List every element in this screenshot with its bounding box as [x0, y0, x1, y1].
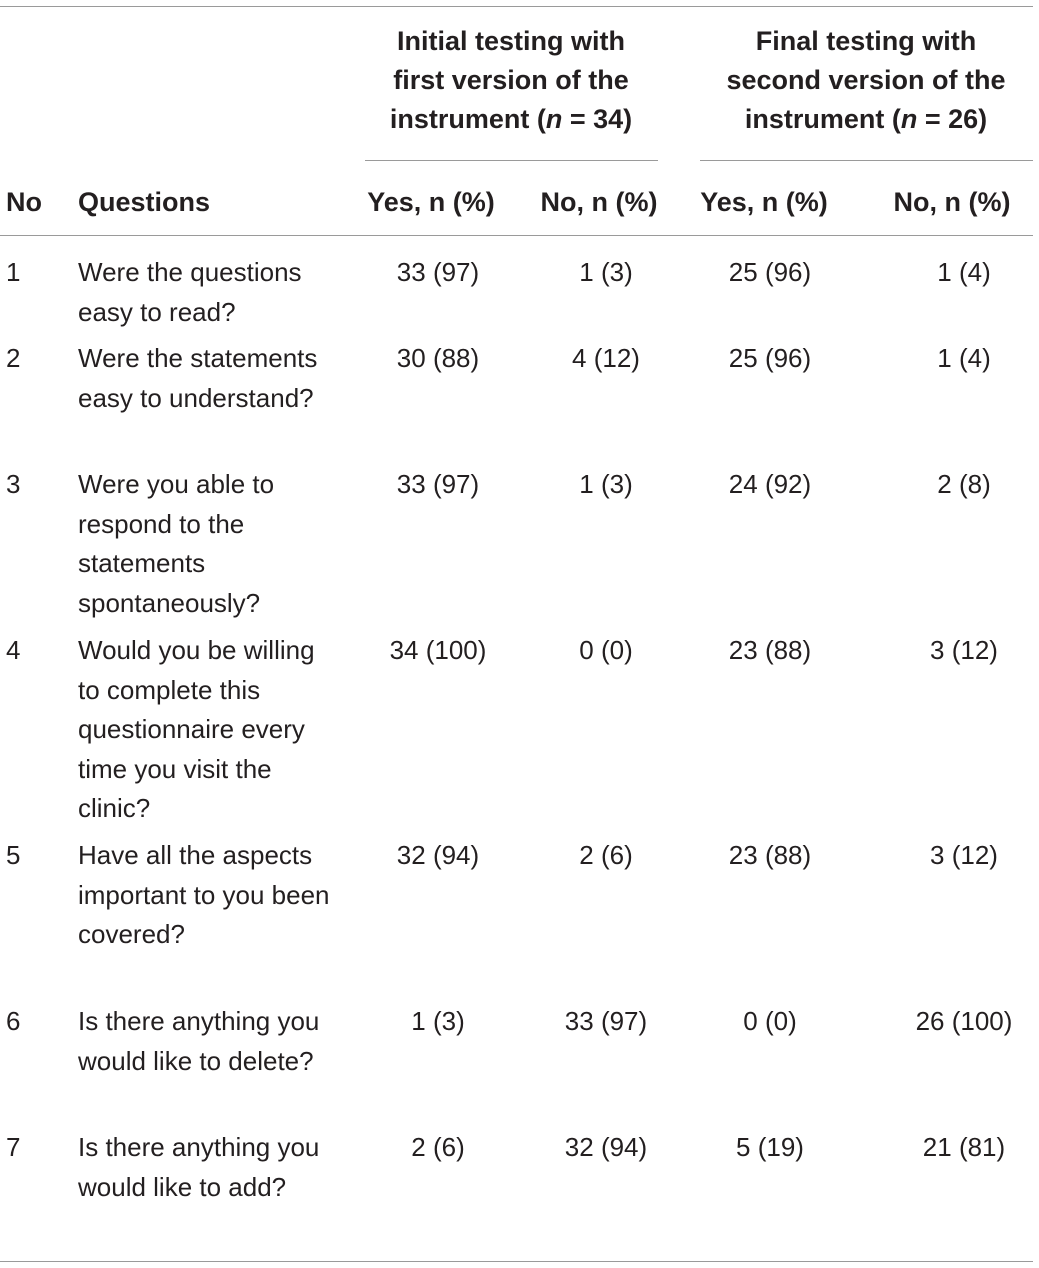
- group-header-line: [696, 100, 1036, 139]
- group-header-line: [360, 100, 662, 139]
- n-symbol: n: [545, 104, 563, 134]
- final-no-value: 2 (8): [937, 469, 991, 499]
- group-header-text: = 34): [562, 104, 633, 134]
- final-no-value: 1 (4): [937, 343, 991, 373]
- question-text: Is there anything you would like to delete?: [78, 1006, 320, 1076]
- initial-no-value: 33 (97): [564, 1006, 648, 1036]
- question-text: Have all the aspects important to you been covered?: [78, 840, 330, 949]
- group-rule-initial: [365, 160, 658, 161]
- group-header-text: instrument (: [744, 104, 901, 134]
- question-text: Were the questions easy to read?: [78, 257, 302, 327]
- column-header-final-no: No, n (%): [893, 187, 1011, 217]
- group-header-text: = 26): [917, 104, 988, 134]
- final-yes-value: 5 (19): [736, 1132, 804, 1162]
- initial-yes-value: 1 (3): [411, 1006, 465, 1036]
- initial-no-value: 2 (6): [579, 840, 633, 870]
- initial-no-value: 32 (94): [564, 1132, 648, 1162]
- initial-yes-value: 33 (97): [396, 469, 480, 499]
- header-rule: [0, 235, 1033, 236]
- table-top-rule: [0, 6, 1033, 7]
- final-yes-value: 0 (0): [743, 1006, 797, 1036]
- table-bottom-rule: [0, 1261, 1033, 1262]
- final-yes-value: 25 (96): [728, 257, 812, 287]
- question-text: Were you able to respond to the statements spontaneously?: [78, 469, 275, 618]
- row-number: 1: [6, 257, 21, 287]
- final-no-value: 3 (12): [930, 635, 998, 665]
- group-header-final-testing: [696, 22, 1036, 139]
- group-header-text: instrument (: [389, 104, 546, 134]
- final-no-value: 3 (12): [930, 840, 998, 870]
- question-text: Were the statements easy to understand?: [78, 343, 318, 413]
- group-rule-final: [700, 160, 1033, 161]
- final-yes-value: 24 (92): [728, 469, 812, 499]
- row-number: 2: [6, 343, 21, 373]
- row-number: 6: [6, 1006, 21, 1036]
- column-header-no: No: [6, 187, 42, 217]
- initial-no-value: 1 (3): [579, 257, 633, 287]
- question-text: Is there anything you would like to add?: [78, 1132, 320, 1202]
- column-header-questions: Questions: [78, 187, 211, 217]
- column-header-initial-yes: Yes, n (%): [367, 187, 495, 217]
- initial-yes-value: 30 (88): [396, 343, 480, 373]
- initial-yes-value: 34 (100): [389, 635, 487, 665]
- row-number: 4: [6, 635, 21, 665]
- row-number: 5: [6, 840, 21, 870]
- question-text: Would you be willing to complete this questionnaire every time you visit the clinic?: [78, 635, 315, 823]
- initial-no-value: 4 (12): [572, 343, 640, 373]
- final-yes-value: 23 (88): [728, 840, 812, 870]
- group-header-line: second version of the: [726, 65, 1006, 95]
- final-no-value: 1 (4): [937, 257, 991, 287]
- group-header-line: first version of the: [393, 65, 629, 95]
- n-symbol: n: [900, 104, 918, 134]
- initial-no-value: 1 (3): [579, 469, 633, 499]
- initial-no-value: 0 (0): [579, 635, 633, 665]
- column-header-final-yes: Yes, n (%): [700, 187, 828, 217]
- initial-yes-value: 2 (6): [411, 1132, 465, 1162]
- final-yes-value: 23 (88): [728, 635, 812, 665]
- final-no-value: 21 (81): [922, 1132, 1006, 1162]
- group-header-line: Final testing with: [755, 26, 977, 56]
- initial-yes-value: 33 (97): [396, 257, 480, 287]
- row-number: 3: [6, 469, 21, 499]
- group-header-line: Initial testing with: [397, 26, 625, 56]
- final-yes-value: 25 (96): [728, 343, 812, 373]
- group-header-initial-testing: [360, 22, 662, 139]
- column-header-initial-no: No, n (%): [540, 187, 658, 217]
- final-no-value: 26 (100): [915, 1006, 1013, 1036]
- initial-yes-value: 32 (94): [396, 840, 480, 870]
- row-number: 7: [6, 1132, 21, 1162]
